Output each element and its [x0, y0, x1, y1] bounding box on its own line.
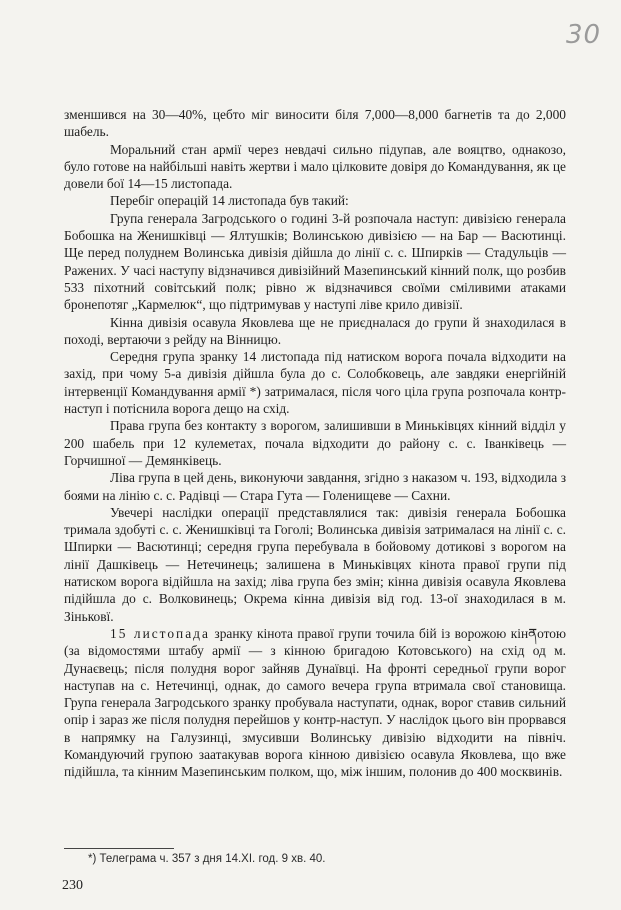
footnote-divider	[64, 848, 174, 849]
paragraph-5: Кінна дивізія осавула Яковлева ще не приєдналася до групи й знаходилася в поході, вертаючи з рейду на Вінницю.	[64, 314, 566, 347]
paragraph-4: Група генерала Загродського о годині 3-й розпочала наступ: дивізією генерала Бобошка на Женишківці — Ялтушків; Волинською дивізією — на Бар — Васютинці. Ще перед полуднем Волинська дивізія дійшла до лінії с. с. Шпирків — Стадульців — Ражених. У часі наступу відзначився дивізійний Мазепинський кінний полк, що розбив 533 піхотний совітський полк; рівно ж відзначився своїми сміливими атаками бронепотяг „Кармелюк“, що підтримував у наступі ліве крило дивізії.	[64, 210, 566, 313]
paragraph-1: зменшився на 30—40%, цебто міг виносити біля 7,000—8,000 багнетів та до 2,000 шабель.	[64, 107, 566, 140]
paragraph-10	[64, 625, 566, 781]
handwritten-page-mark: 30	[566, 20, 602, 50]
paragraph-7: Права група без контакту з ворогом, залишивши в Миньківцях кінний відділ у 200 шабель при 12 кулеметах, почала відходити до району с. с. Іванківець — Горчишної — Демянківець.	[64, 418, 566, 468]
paragraph-2: Моральний стан армії через невдачі сильно підупав, але вояцтво, однакозо, було готове на найбільші навіть жертви і мало цілковите довіря до Командування, як це довели бої 14—15 листопада.	[64, 141, 566, 192]
page-number: 230	[62, 878, 83, 893]
paragraph-8: Ліва група в цей день, виконуючи завдання, згідно з наказом ч. 193, відходила з боями на лінію с. с. Радівці — Стара Гута — Голенищеве — Сахни.	[64, 470, 566, 503]
paragraph-9: Увечері наслідки операції представлялися так: дивізія генерала Бобошка тримала здобуті с. с. Женишківці та Гоголі; Волинська дивізія затрималася на лінії с. с. Шпирки — Васютинці; середня група перебувала в бойовому дотикові з ворогом на лінії Дашківець — Нетечинець; залишена в Миньківцях кінота правої групи під натиском ворога відійшла на захід; ліва група без змін; кінна дивізія осавула Яковлева підійшла до с. Волковинець; Окрема кінна дивізія від год. 13-ої знаходилася в м. Зіньковї.	[64, 504, 566, 624]
paragraph-3: Перебіг операцій 14 листопада був такий:	[110, 193, 349, 209]
date-lead: 15 листопада	[110, 625, 210, 641]
body-text	[64, 106, 566, 781]
paragraph-6: Середня група зранку 14 листопада під натиском ворога почала відходити на захід, при чому 5-а дивізія дійшла була до с. Солобковець, але завдяки енергійній інтервенції Командування армії *) затрималася, після чого ціла група розпочала контр-наступ і потіснила ворога дещо на схід.	[64, 349, 566, 417]
footnote: *) Телеграма ч. 357 з дня 14.XI. год. 9 хв. 40.	[88, 853, 326, 865]
paragraph-10-text: зранку кінота правої групи точила бій із ворожою кінནотою (за відомостями штабу армії — з кінною бригадою Котовського) на схід од м. Дунаєвець; після полудня ворог зайняв Дунаївці. На фронті середньої групи ворог наступав на с. Нетечинці, однак, до самого вечера група втримала свої становища. Група генерала Загродського зранку пробувала наступати, однак, ворог ставив сильний опір і зараз же після полудня перейшов у контр-наступ. У наслідок цього він прорвався в напрямку на Галузинці, змусивши Волинську дивізію відходити на північ. Командуючий групою заатакував ворога кінною дивізією осавула Яковлева, що вже підійшла, та кінним Мазепинським полком, що, між іншим, полонив до 400 москвинів.	[64, 625, 566, 780]
